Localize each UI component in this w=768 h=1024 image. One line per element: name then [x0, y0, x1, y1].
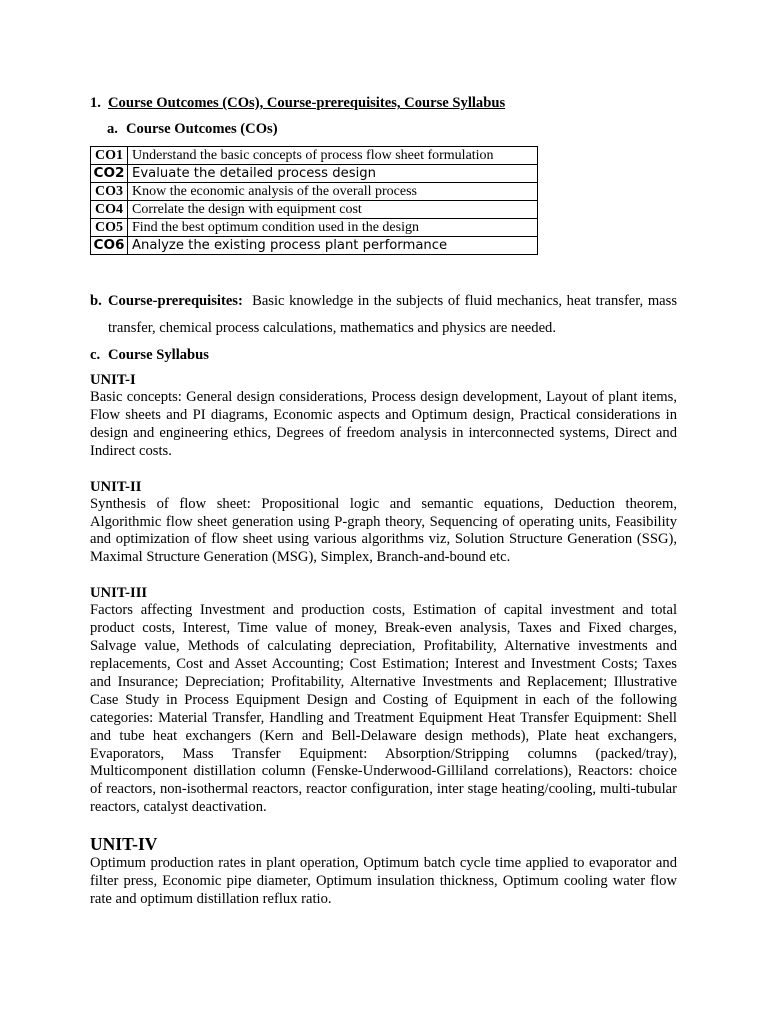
unit-2-text: Synthesis of flow sheet: Propositional logic and semantic equations, Deduction theorem, Algorithmic flow sheet generation using P-graph theory, Sequencing of operating units, Feasibility and optimization of flow sheet using various algorithms viz, Solution Structure Generation (SSG), Maximal Structure Generation (MSG), Simplex, Branch-and-bound etc. — [90, 495, 677, 566]
unit-4-heading: UNIT-IV — [90, 834, 158, 855]
co-description: Analyze the existing process plant performance — [128, 237, 538, 255]
prerequisites-label: Course-prerequisites: — [108, 293, 243, 309]
section-a-heading — [107, 119, 677, 139]
table-row — [91, 165, 538, 183]
prerequisites-text: Basic knowledge in the subjects of fluid mechanics, heat transfer, mass transfer, chemical process calculations, mathematics and physics are needed. — [108, 293, 678, 336]
section-1-title: Course Outcomes (COs), Course-prerequisites, Course Syllabus — [108, 95, 506, 111]
co-description: Find the best optimum condition used in the design — [128, 219, 538, 237]
table-row — [91, 219, 538, 237]
section-1-heading — [90, 93, 677, 113]
unit-3-text: Factors affecting Investment and production costs, Estimation of capital investment and total product costs, Interest, Time value of money, Break-even analysis, Taxes and Fixed charges, Salvage value, Methods of calculating depreciation, Profitability, Alternative investments and replacements, Cost and Asset Accounting; Cost Estimation; Interest and Investment Costs; Taxes and Insurance; Depreciation; Profitability, Alternative Investments and Replacement; Illustrative Case Study in Process Equipment Design and Costing of Equipment in each of the following categories: Material Transfer, Handling and Treatment Equipment Heat Transfer Equipment: Shell and tube heat exchangers (Kern and Bell-Delaware design methods), Plate heat exchangers, Evaporators, Mass Transfer Equipment: Absorption/Stripping columns (packed/tray), Multicomponent distillation column (Fenske-Underwood-Gilliland correlations), Reactors: choice of reactors, non-isothermal reactors, reactor configuration, inter stage heating/cooling, multi-tubular reactors, catalyst deactivation. — [90, 602, 677, 816]
section-a-title: Course Outcomes (COs) — [126, 121, 278, 137]
table-row — [91, 147, 538, 165]
unit-1-heading: UNIT-I — [90, 372, 136, 388]
course-outcomes-table — [90, 146, 538, 255]
unit-4-text: Optimum production rates in plant operation, Optimum batch cycle time applied to evaporator and filter press, Economic pipe diameter, Optimum insulation thickness, Optimum cooling water flow rate and optimum distillation reflux ratio. — [90, 855, 677, 907]
co-code: CO3 — [91, 183, 128, 201]
co-code: CO6 — [91, 237, 128, 255]
table-row — [91, 201, 538, 219]
co-code: CO5 — [91, 219, 128, 237]
co-description: Understand the basic concepts of process flow sheet formulation — [128, 147, 538, 165]
unit-1-text: Basic concepts: General design considerations, Process design development, Layout of plant items, Flow sheets and PI diagrams, Economic aspects and Optimum design, Practical considerations in design and engineering ethics, Degrees of freedom analysis in interconnected systems, Direct and Indirect costs. — [90, 389, 677, 459]
co-description: Correlate the design with equipment cost — [128, 201, 538, 219]
section-c-title: Course Syllabus — [108, 347, 209, 363]
table-row — [91, 183, 538, 201]
document-body — [90, 93, 677, 909]
section-1-number: 1. — [90, 95, 101, 111]
section-c-heading — [90, 345, 677, 365]
co-description: Evaluate the detailed process design — [128, 165, 538, 183]
section-a-marker: a. — [107, 121, 118, 137]
unit-3-heading: UNIT-III — [90, 585, 148, 602]
table-row — [91, 237, 538, 255]
co-description: Know the economic analysis of the overall process — [128, 183, 538, 201]
unit-2-heading: UNIT-II — [90, 478, 142, 495]
co-code: CO4 — [91, 201, 128, 219]
prerequisites-paragraph — [90, 288, 677, 342]
section-c-marker: c. — [90, 347, 101, 363]
co-code: CO2 — [91, 165, 128, 183]
co-code: CO1 — [91, 147, 128, 165]
section-b-marker: b. — [90, 293, 102, 309]
